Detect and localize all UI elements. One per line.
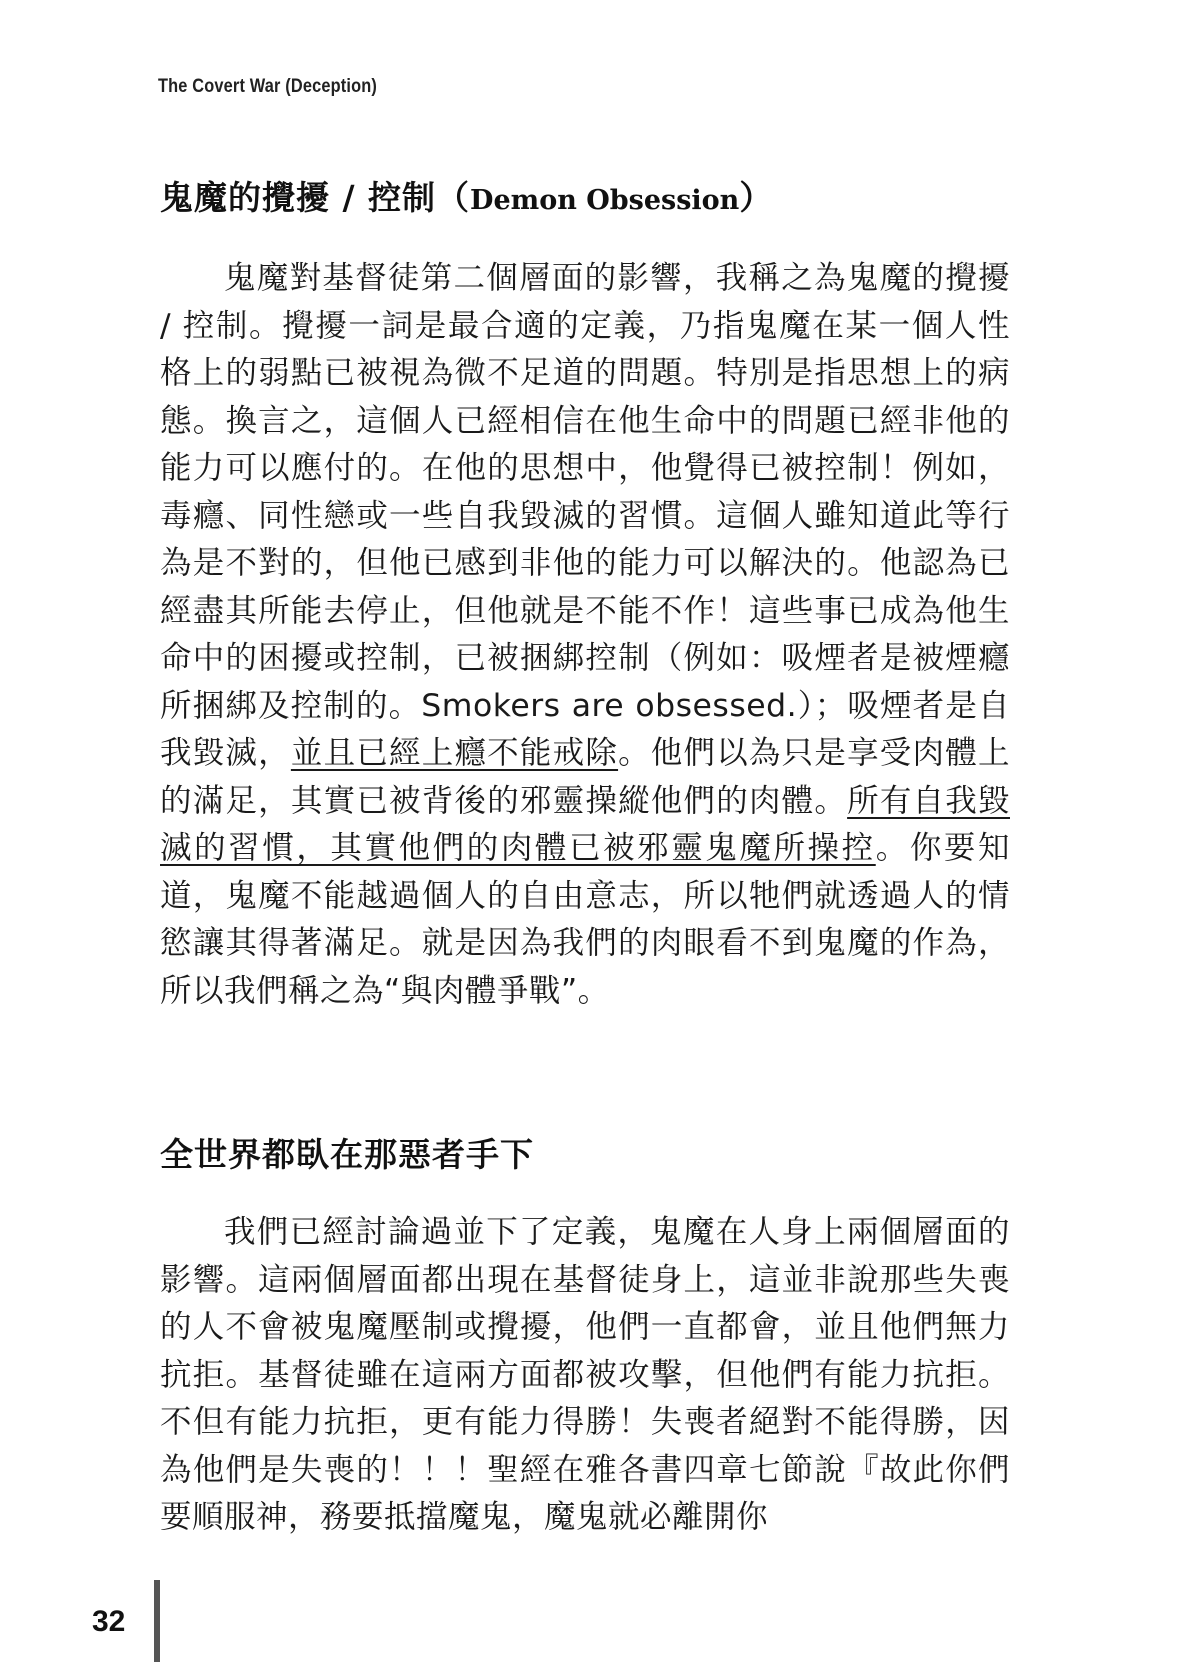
paragraph-text-1: 鬼魔對基督徒第二個層面的影響，我稱之為鬼魔的攪擾 / 控制。攪擾一詞是最合適的定義，乃指鬼魔在某一個人性格上的弱點已被視為微不足道的問題。特別是指思想上的病態。換言之，這個人已經相信在他生命中的問題已經非他的能力可以應付的。在他的思想中，他覺得已被控制！例如，毒癮、同性戀或一些自我毀滅的習慣。這個人雖知道此等行為是不對的，但他已感到非他的能力可以解決的。他認為已經盡其所能去停止，但他就是不能不作！這些事已成為他生命中的困擾或控制，已被捆綁控制（例如：吸煙者是被煙癮所捆綁及控制的。Smokers are obsessed.）；吸煙者是自我毀滅，	[160, 260, 1010, 771]
section-title-en: Demon Obsession	[470, 185, 740, 216]
section-title-close: ）	[739, 178, 774, 217]
section-title-world-under-evil-one: 全世界都臥在那惡者手下	[160, 1135, 534, 1174]
section-title-zh: 鬼魔的攪擾 / 控制（	[160, 178, 471, 217]
paragraph-text-3: 。你要知道，鬼魔不能越過個人的自由意志，所以牠們就透過人的情慾讓其得著滿足。就是因為我們的肉眼看不到鬼魔的作為，所以我們稱之為“與肉體爭戰”。	[160, 830, 1010, 1009]
underlined-text-2: 所有自我毀滅的習慣，其實他們的肉體已被邪靈鬼魔所操控	[160, 782, 1010, 866]
underlined-text-1: 並且已經上癮不能戒除	[290, 735, 619, 771]
paragraph-text-2: 。他們以為只是享受肉體上的滿足，其實已被背後的邪靈操縱他們的肉體。	[160, 735, 1010, 819]
section-title-demon-obsession	[160, 178, 773, 221]
running-header: The Covert War (Deception)	[158, 76, 378, 97]
page-number: 32	[92, 1605, 126, 1638]
paragraph-demon-obsession	[160, 255, 1010, 1015]
page-number-rule	[154, 1580, 160, 1662]
paragraph-world-under-evil-one: 我們已經討論過並下了定義，鬼魔在人身上兩個層面的影響。這兩個層面都出現在基督徒身上，這並非說那些失喪的人不會被鬼魔壓制或攪擾，他們一直都會，並且他們無力抗拒。基督徒雖在這兩方面都被攻擊，但他們有能力抗拒。不但有能力抗拒，更有能力得勝！失喪者絕對不能得勝，因為他們是失喪的！！！聖經在雅各書四章七節說『故此你們要順服神，務要抵擋魔鬼，魔鬼就必離開你	[160, 1214, 1010, 1535]
